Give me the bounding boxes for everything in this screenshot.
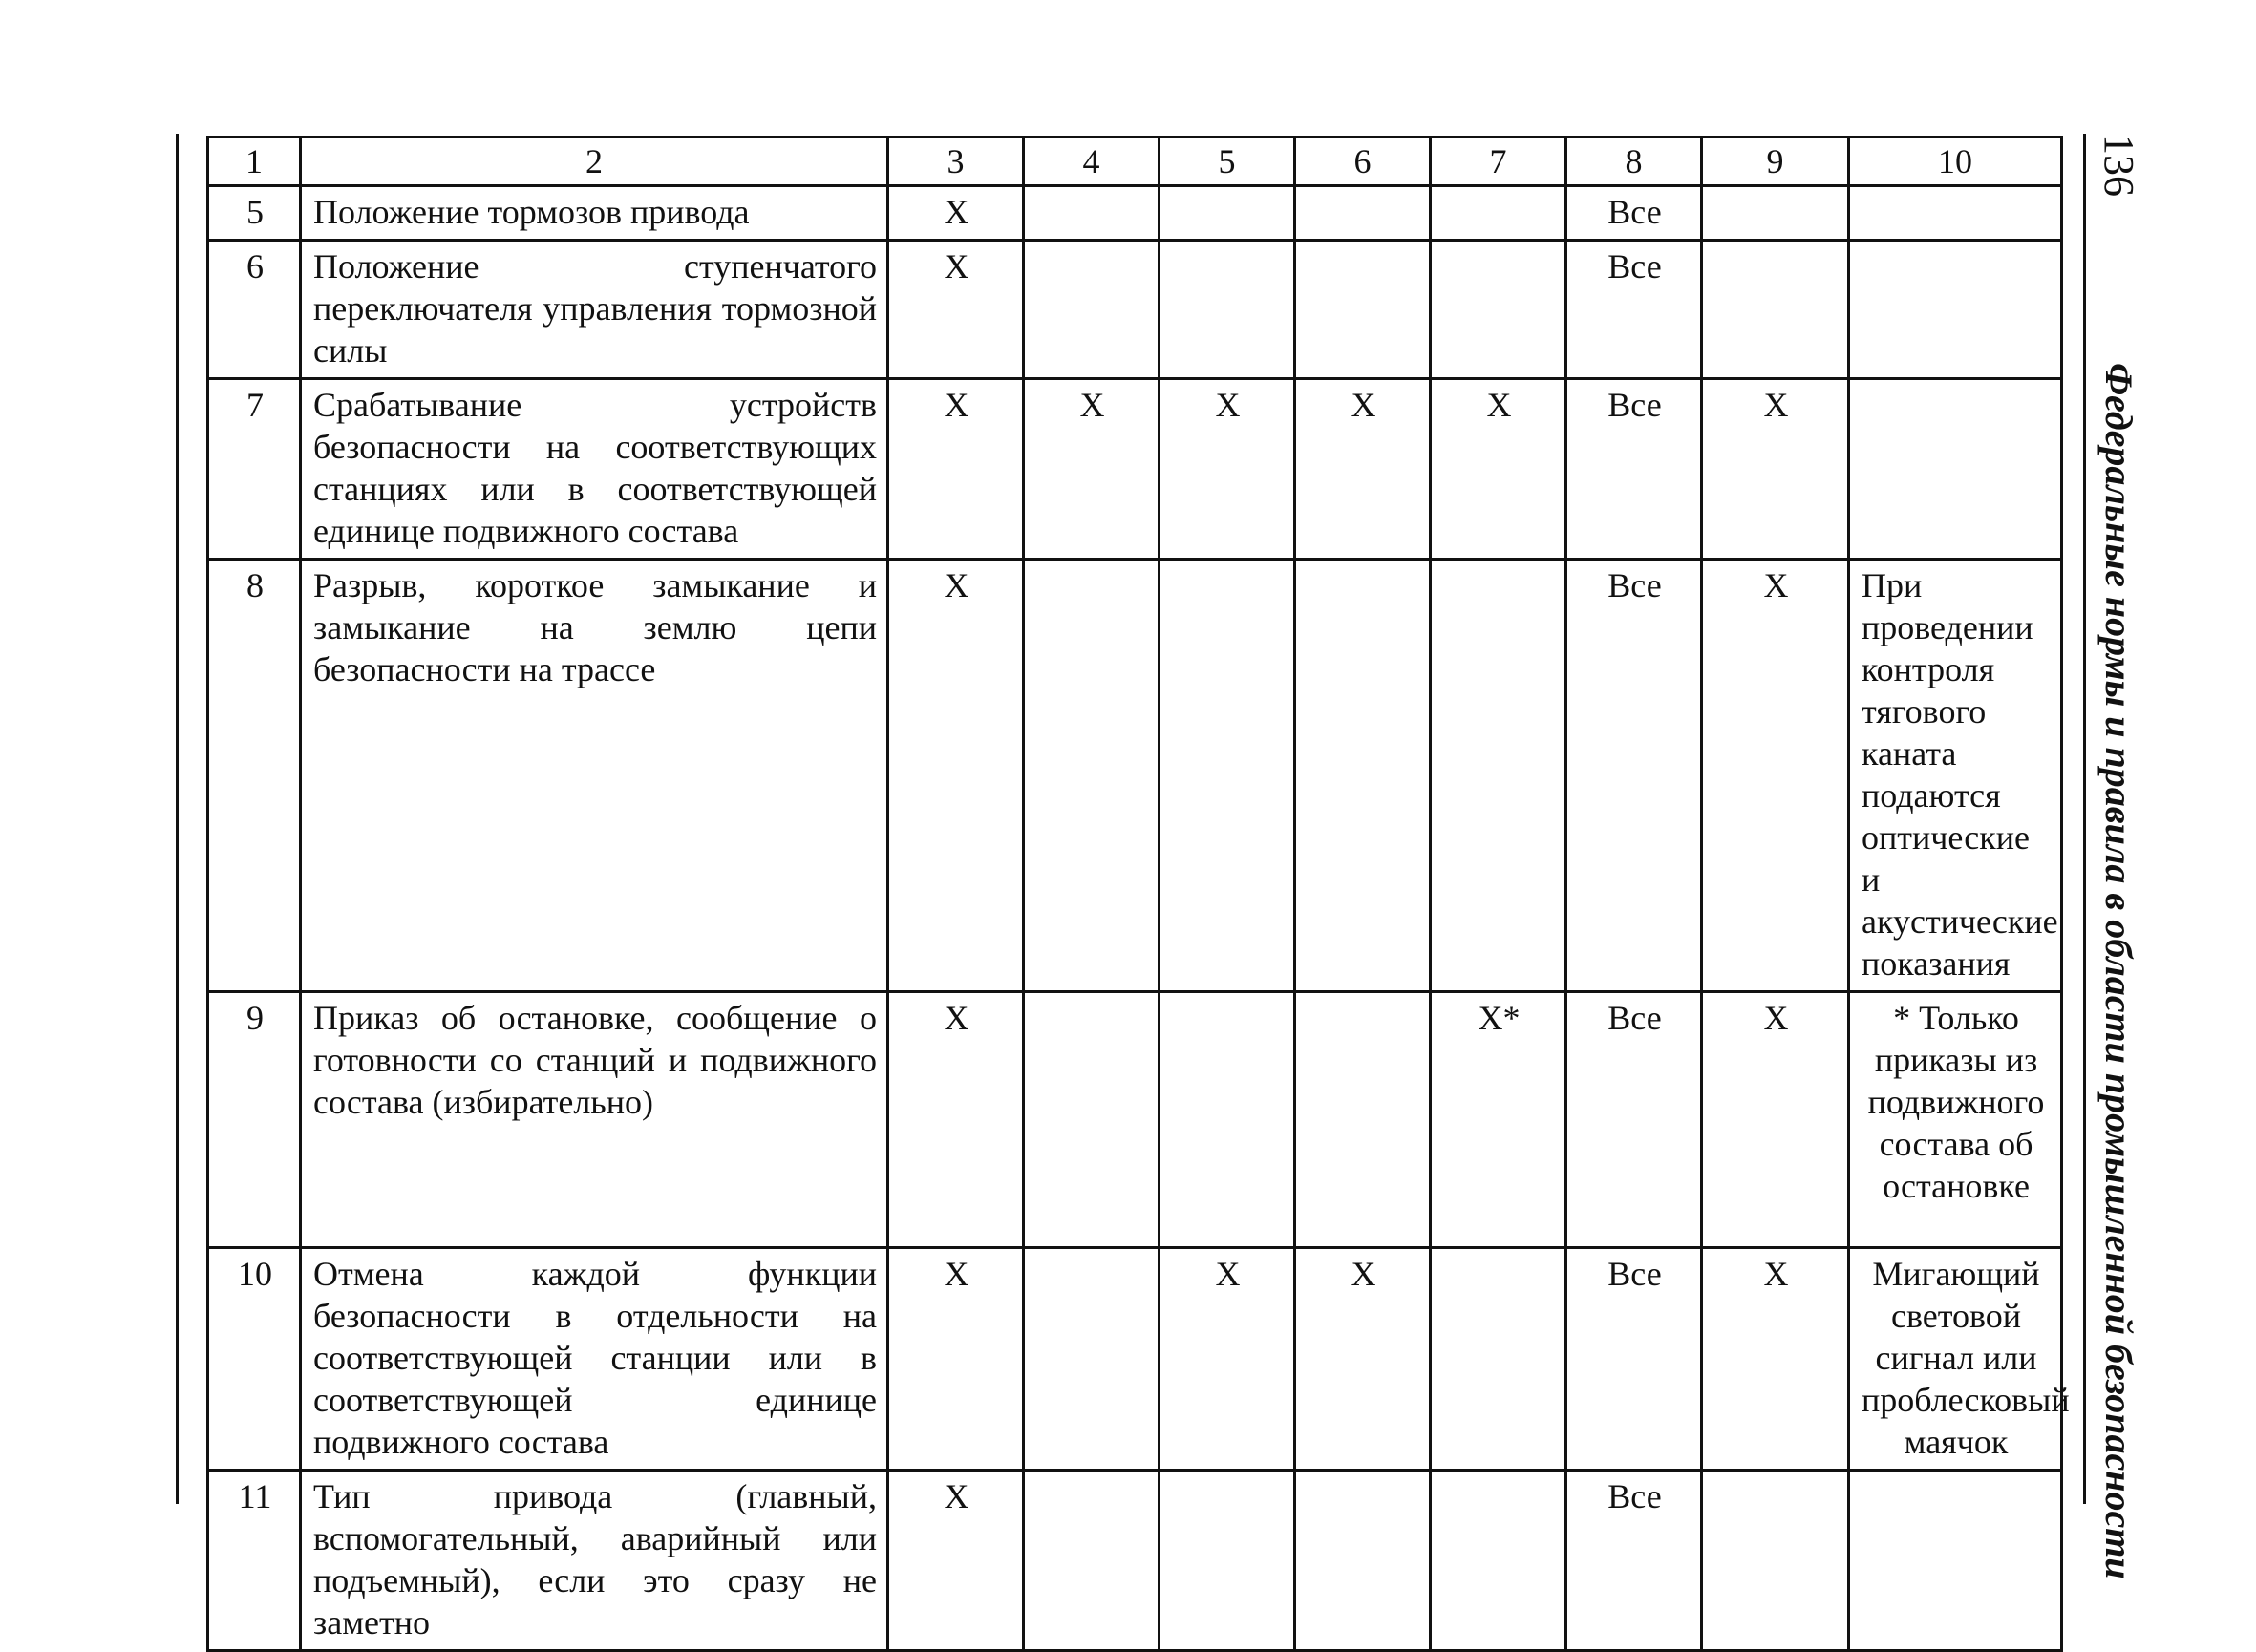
table-header-row [208, 138, 2062, 186]
header-cell: 9 [1702, 138, 1849, 186]
cell-col4 [1024, 1471, 1160, 1651]
cell-col4 [1024, 992, 1160, 1248]
cell-col9 [1702, 241, 1849, 379]
header-cell: 8 [1566, 138, 1702, 186]
cell-col6 [1295, 560, 1431, 992]
running-header [2096, 134, 2142, 1579]
row-number: 9 [208, 992, 301, 1248]
cell-col7 [1431, 186, 1566, 241]
header-cell: 10 [1849, 138, 2062, 186]
cell-col10-note: При проведении контроля тягового каната подаются оптические и акустические показания [1849, 560, 2062, 992]
left-margin-rule [176, 134, 179, 1504]
requirements-table [206, 136, 2070, 1652]
cell-col6: X [1295, 1248, 1431, 1471]
table-row [208, 992, 2062, 1248]
table-row [208, 186, 2062, 241]
cell-col7 [1431, 560, 1566, 992]
cell-col3: X [888, 992, 1024, 1248]
header-cell: 2 [301, 138, 888, 186]
cell-col5 [1160, 241, 1295, 379]
header-cell: 1 [208, 138, 301, 186]
row-description: Положение тормозов привода [301, 186, 888, 241]
cell-col9: X [1702, 379, 1849, 560]
cell-col9 [1702, 186, 1849, 241]
running-title: Федеральные нормы и правила в области промышленной безопасности [2097, 363, 2140, 1579]
cell-col8: Все [1566, 186, 1702, 241]
row-number: 7 [208, 379, 301, 560]
cell-col3: X [888, 1471, 1024, 1651]
cell-col10-note [1849, 1471, 2062, 1651]
cell-col6 [1295, 241, 1431, 379]
table-row [208, 241, 2062, 379]
cell-col6 [1295, 992, 1431, 1248]
cell-col8: Все [1566, 379, 1702, 560]
cell-col8: Все [1566, 1248, 1702, 1471]
cell-col3: X [888, 186, 1024, 241]
cell-col10-note: * Только приказы из подвижного состава об остановке [1849, 992, 2062, 1248]
row-description: Срабатывание устройств безопасности на соответствующих станциях или в соответствующей единице подвижного состава [301, 379, 888, 560]
cell-col4 [1024, 241, 1160, 379]
header-cell: 7 [1431, 138, 1566, 186]
header-cell: 4 [1024, 138, 1160, 186]
cell-col4: X [1024, 379, 1160, 560]
cell-col10-note: Мигающий световой сигнал или проблесковый маячок [1849, 1248, 2062, 1471]
cell-col7 [1431, 1248, 1566, 1471]
cell-col7 [1431, 241, 1566, 379]
page-number: 136 [2096, 134, 2142, 197]
row-description: Приказ об остановке, сообщение о готовности со станций и подвижного состава (избирательно) [301, 992, 888, 1248]
row-description: Тип привода (главный, вспомогательный, аварийный или подъемный), если это сразу не заметно [301, 1471, 888, 1651]
cell-col10-note [1849, 241, 2062, 379]
cell-col4 [1024, 186, 1160, 241]
cell-col6: X [1295, 379, 1431, 560]
table-row [208, 1248, 2062, 1471]
table-row [208, 1471, 2062, 1651]
row-number: 10 [208, 1248, 301, 1471]
cell-col9: X [1702, 560, 1849, 992]
table-row [208, 379, 2062, 560]
cell-col9: X [1702, 992, 1849, 1248]
cell-col3: X [888, 241, 1024, 379]
cell-col7: X* [1431, 992, 1566, 1248]
cell-col5 [1160, 560, 1295, 992]
cell-col9: X [1702, 1248, 1849, 1471]
right-margin-rule [2083, 134, 2086, 1504]
header-cell: 3 [888, 138, 1024, 186]
row-description: Отмена каждой функции безопасности в отдельности на соответствующей станции или в соответствующей единице подвижного состава [301, 1248, 888, 1471]
cell-col5: X [1160, 379, 1295, 560]
cell-col3: X [888, 560, 1024, 992]
cell-col9 [1702, 1471, 1849, 1651]
cell-col7 [1431, 1471, 1566, 1651]
cell-col10-note [1849, 379, 2062, 560]
row-number: 8 [208, 560, 301, 992]
cell-col3: X [888, 379, 1024, 560]
row-description: Положение ступенчатого переключателя управления тормозной силы [301, 241, 888, 379]
cell-col8: Все [1566, 560, 1702, 992]
cell-col8: Все [1566, 241, 1702, 379]
cell-col8: Все [1566, 1471, 1702, 1651]
row-number: 6 [208, 241, 301, 379]
row-description: Разрыв, короткое замыкание и замыкание на землю цепи безопасности на трассе [301, 560, 888, 992]
cell-col5: X [1160, 1248, 1295, 1471]
cell-col6 [1295, 1471, 1431, 1651]
header-cell: 6 [1295, 138, 1431, 186]
cell-col5 [1160, 992, 1295, 1248]
header-cell: 5 [1160, 138, 1295, 186]
cell-col7: X [1431, 379, 1566, 560]
cell-col6 [1295, 186, 1431, 241]
cell-col3: X [888, 1248, 1024, 1471]
cell-col5 [1160, 1471, 1295, 1651]
cell-col4 [1024, 560, 1160, 992]
cell-col4 [1024, 1248, 1160, 1471]
table-row [208, 560, 2062, 992]
row-number: 5 [208, 186, 301, 241]
row-number: 11 [208, 1471, 301, 1651]
cell-col5 [1160, 186, 1295, 241]
cell-col10-note [1849, 186, 2062, 241]
cell-col8: Все [1566, 992, 1702, 1248]
